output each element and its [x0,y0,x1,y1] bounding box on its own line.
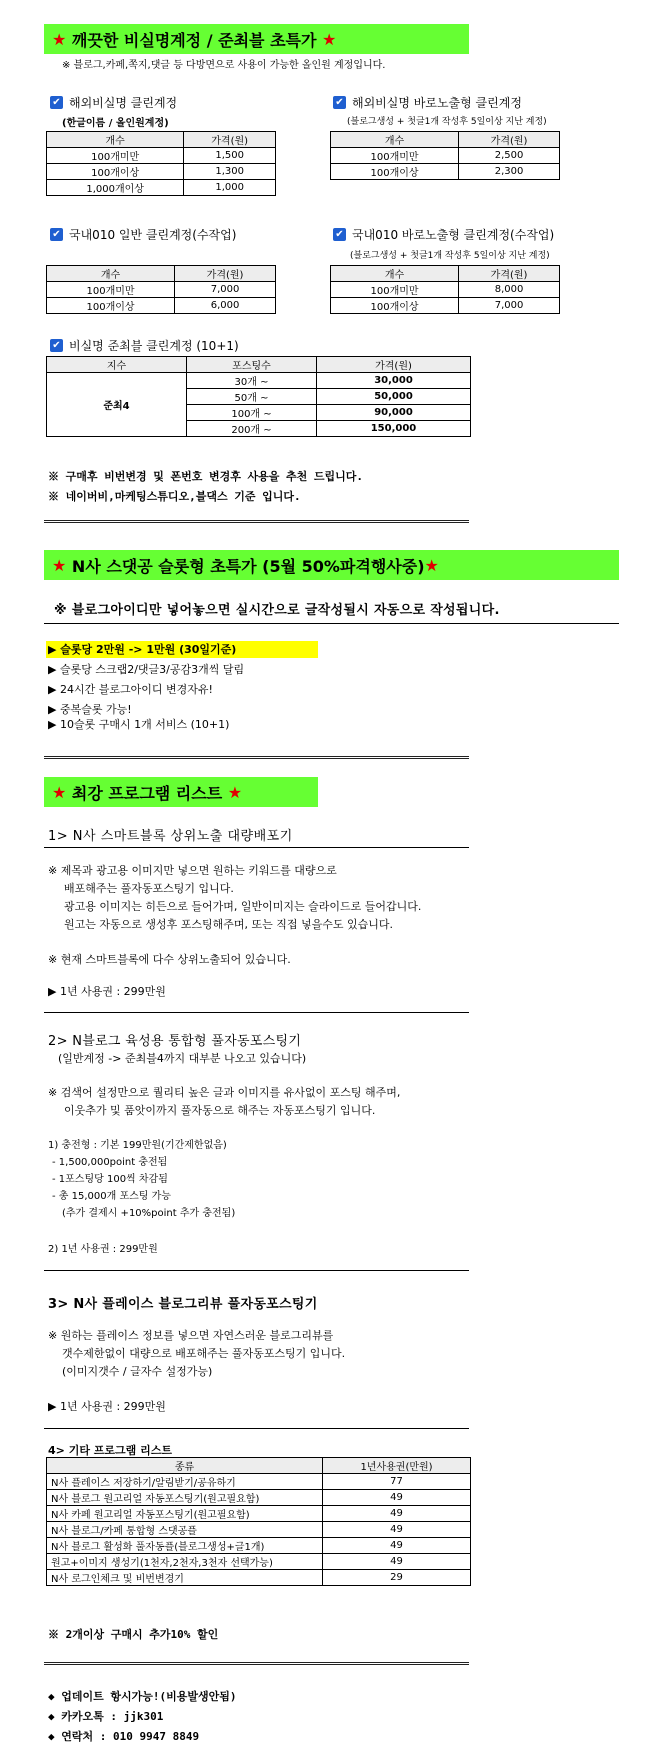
table-row: 준최4 30개 ~ 30,000 [47,373,471,389]
star-icon: ★ [227,782,243,802]
slot-price: ▶ 슬롯당 2만원 -> 1만원 (30일기준) [46,641,318,658]
section1-note: ※ 블로그,카페,쪽지,댓글 등 다방면으로 사용이 가능한 올인원 계정입니다. [62,60,386,71]
box-d-table: 개수 가격(원) 100개미만 8,000 100개이상 7,000 [330,265,560,314]
section1-foot2: ※ 네이버비,마케팅스튜디오,블댁스 기준 입니다. [48,490,301,503]
star-icon: ★ [52,29,67,49]
box-d-sub: (블로그생성 + 첫글1개 작성후 5일이상 지난 계정) [350,251,550,261]
program1-desc-1: ※ 제목과 광고용 이미지만 넣으면 원하는 키워드를 대량으로 [48,864,337,877]
box-a-table: 개수 가격(원) 100개미만 1,500 100개이상 1,300 1,000개이상 1,000 [46,131,276,196]
box-b-table: 개수 가격(원) 100개미만 2,500 100개이상 2,300 [330,131,560,180]
table-row: 100개이상 1,300 [47,164,276,180]
program1-desc-4: 원고는 자동으로 생성후 포스팅해주며, 또는 직접 넣을수도 있습니다. [64,918,393,931]
table-row: N사 로그인체크 및 비번변경기 29 [47,1570,471,1586]
table-row: 1,000개이상 1,000 [47,180,276,196]
table-row: 100개미만 1,500 [47,148,276,164]
section1-title: 깨끗한 비실명계정 / 준최블 초특가 [71,30,317,50]
divider [44,1662,469,1665]
divider [44,1012,469,1013]
program3-price: ▶ 1년 사용권 : 299만원 [48,1400,166,1413]
star-icon: ★ [52,782,67,802]
checkbox-icon: ✔ [333,228,346,241]
table-row: N사 플레이스 저장하기/알림받기/공유하기 77 [47,1474,471,1490]
box-b-title: ✔ 해외비실명 바로노출형 클린계정 [333,94,522,111]
table-row: 원고+이미지 생성기(1천자,2천자,3천자 선택가능) 49 [47,1554,471,1570]
program1-title: 1> N사 스마트블록 상위노출 대량배포기 [48,829,293,844]
section2-title: N사 스댓공 슬롯형 초특가 (5월 50%파격행사중) [71,556,425,576]
box-a-sub: (한글이름 / 올인원계정) [62,118,169,129]
section3-title: 최강 프로그램 리스트 [71,783,223,803]
divider [44,623,619,624]
program2-desc-1: ※ 검색어 설정만으로 퀄리티 높은 글과 이미지를 유사없이 포스팅 해주며, [48,1086,401,1099]
section1-banner [44,24,469,54]
table-row: 100개미만 7,000 [47,282,276,298]
table-row: 100개이상 2,300 [331,164,560,180]
slot-feature-3: ▶ 중복슬롯 가능! [48,703,132,716]
checkbox-icon: ✔ [50,339,63,352]
divider [44,847,469,848]
checkbox-icon: ✔ [50,96,63,109]
table-row: 100개이상 7,000 [331,298,560,314]
section2-note: ※ 블로그아이디만 넣어놓으면 실시간으로 글작성될시 자동으로 작성됩니다. [54,603,500,618]
program2-plan-detail-3: - 총 15,000개 포스팅 가능 [52,1191,171,1202]
section1-foot1: ※ 구매후 비번변경 및 폰번호 변경후 사용을 추천 드립니다. [48,470,363,483]
box-b-sub: (블로그생성 + 첫글1개 작성후 5일이상 지난 계정) [347,117,547,127]
table-row: N사 블로그 활성화 풀자동플(블로그생성+글1개) 49 [47,1538,471,1554]
program2-plan-1: 1) 충전형 : 기본 199만원(기간제한없음) [48,1140,227,1151]
program2-plan-detail-1: - 1,500,000point 충전됨 [52,1157,168,1168]
table-row: N사 카페 원고리얼 자동포스팅기(원고필요함) 49 [47,1506,471,1522]
section2-banner [44,550,619,580]
box-a-title: ✔ 해외비실명 클린계정 [50,94,177,111]
table-row: 100개미만 8,000 [331,282,560,298]
box-c-table: 개수 가격(원) 100개미만 7,000 100개이상 6,000 [46,265,276,314]
box-e-table: 지수 포스팅수 가격(원) 준최4 30개 ~ 30,000 50개 ~ 50,000 100개 ~ 90,000 200개 ~ 150,000 [46,356,471,437]
program1-price: ▶ 1년 사용권 : 299만원 [48,985,166,998]
divider [44,1428,469,1429]
program2-plan-detail-2: - 1포스팅당 100씩 차감됨 [52,1174,168,1185]
checkbox-icon: ✔ [50,228,63,241]
slot-feature-2: ▶ 24시간 블로그아이디 변경자유! [48,683,213,696]
table-row: 100개 ~ 90,000 [47,405,471,421]
discount-note: ※ 2개이상 구매시 추가10% 할인 [48,1628,219,1641]
contact-kakao: ◆ 카카오톡 : jjk301 [48,1710,164,1723]
table-row: 100개미만 2,500 [331,148,560,164]
program2-desc-2: 이웃추가 및 품앗이까지 풀자동으로 해주는 자동포스팅기 입니다. [64,1104,376,1117]
program2-plan-detail-4: (추가 결제시 +10%point 추가 충전됨) [62,1208,236,1219]
table-row: N사 블로그 원고리얼 자동포스팅기(원고필요함) 49 [47,1490,471,1506]
program4-title: 4> 기타 프로그램 리스트 [48,1444,172,1457]
table-row: 200개 ~ 150,000 [47,421,471,437]
star-icon: ★ [322,29,337,49]
box-d-title: ✔ 국내010 바로노출형 클린계정(수작업) [333,226,554,243]
table-row: 100개이상 6,000 [47,298,276,314]
star-icon: ★ [424,555,439,575]
checkbox-icon: ✔ [333,96,346,109]
program3-desc-3: (이미지갯수 / 글자수 설정가능) [62,1365,213,1378]
program1-desc-3: 광고용 이미지는 히든으로 들어가며, 일반이미지는 슬라이드로 들어갑니다. [64,900,422,913]
divider [44,756,469,759]
program3-desc-1: ※ 원하는 플레이스 정보를 넣으면 자연스러운 블로그리뷰를 [48,1329,334,1342]
slot-feature-4: ▶ 10슬롯 구매시 1개 서비스 (10+1) [48,718,230,731]
table-row: N사 블로그/카페 통합형 스댓공플 49 [47,1522,471,1538]
contact-update: ◆ 업데이트 항시가능!(비용발생안됨) [48,1690,237,1703]
table-row: 50개 ~ 50,000 [47,389,471,405]
box-c-title: ✔ 국내010 일반 클린계정(수작업) [50,226,236,243]
divider [44,520,469,523]
program3-title: 3> N사 플레이스 블로그리뷰 풀자동포스팅기 [48,1297,318,1312]
section3-banner [44,777,318,807]
program2-plan-2: 2) 1년 사용권 : 299만원 [48,1244,158,1255]
contact-phone: ◆ 연락처 : 010 9947 8849 [48,1730,200,1743]
divider [44,1270,469,1271]
box-e-title: ✔ 비실명 준최블 클린계정 (10+1) [50,337,239,354]
program2-title: 2> N블로그 육성용 통합형 풀자동포스팅기 [48,1034,302,1049]
program2-sub: (일반계정 -> 준최블4까지 대부분 나오고 있습니다) [58,1052,307,1065]
program1-desc-2: 배포해주는 풀자동포스팅기 입니다. [64,882,234,895]
program4-table: 종류 1년사용권(만원) N사 플레이스 저장하기/알림받기/공유하기 77 N사 블로그 원고리얼 자동포스팅기(원고필요함) 49 N사 카페 원고리얼 자동포스팅기(원고필요함) 49 N사 블로그/카페 통합형 스댓공플 49 N사 블로그 활성화 풀자동플(블로그생성+글1개) 49 원고+이미지 생성기(1천자,2천자,3천자 선택가능) 49 N사 로그인체크 및 비번변경기 29 [46,1457,471,1586]
slot-feature-1: ▶ 슬롯당 스크랩2/댓글3/공감3개씩 달림 [48,663,245,676]
program3-desc-2: 갯수제한없이 대량으로 배포해주는 풀자동포스팅기 입니다. [62,1347,346,1360]
program1-desc-5: ※ 현재 스마트블록에 다수 상위노출되어 있습니다. [48,953,291,966]
star-icon: ★ [52,555,67,575]
